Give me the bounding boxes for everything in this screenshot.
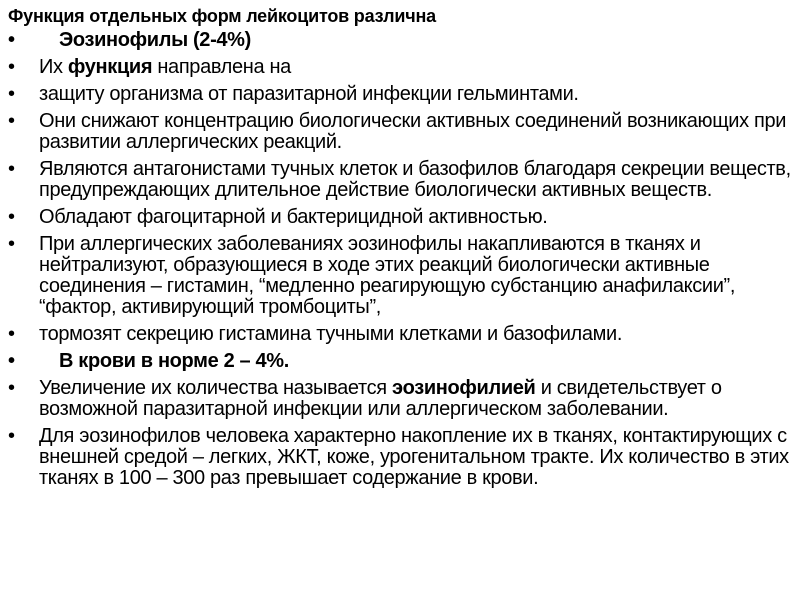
list-item-function [8,57,798,78]
item-text: защиту организма от паразитарной инфекции гельминтами. [39,83,579,105]
item-text: Обладают фагоцитарной и бактерицидной активностью. [39,206,548,228]
bullet-icon: • [8,425,15,447]
item-text-after: и свидетельствует о возможной паразитарной инфекции или аллергическом заболевании. [39,377,722,420]
list-item-eosinophilia [8,378,798,420]
list-item-antagonists [8,159,798,201]
bullet-icon: • [8,158,15,180]
bullet-icon: • [8,233,15,255]
list-item-eosinophils-heading [8,30,798,51]
bullet-icon: • [8,377,15,399]
item-text: тормозят секрецию гистамина тучными клетками и базофилами. [39,323,623,345]
list-item-concentration [8,111,798,153]
bullet-icon: • [8,323,15,345]
item-text-before: Увеличение их количества называется [39,377,392,399]
item-text-before: Их [39,56,68,78]
bullet-icon: • [8,56,15,78]
item-text-bold: функция [67,56,153,78]
slide-title: Функция отдельных форм лейкоцитов различна [8,6,436,26]
list-item-protection [8,84,798,105]
bullet-list [8,30,798,495]
list-item-allergic [8,234,798,318]
item-text: В крови в норме 2 – 4%. [59,350,289,372]
item-text: Являются антагонистами тучных клеток и базофилов благодаря секреции веществ, предупреждающих длительное действие биологически активных веществ. [39,158,791,201]
item-text: Для эозинофилов человека характерно накопление их в тканях, контактирующих с внешней средой – легких, ЖКТ, коже, урогенитальном тракте. Их количество в этих тканях в 100 – 300 раз превышает содержание в крови. [39,425,789,489]
bullet-icon: • [8,29,15,51]
item-text: При аллергических заболеваниях эозинофилы накапливаются в тканях и нейтрализуют, образующиеся в ходе этих реакций биологически активные соединения – гистамин, “медленно реагирующую субстанцию анафилаксии”, “фактор, активирующий тромбоциты”, [39,233,736,318]
item-text-bold: эозинофилией [391,377,536,399]
item-text-after: направлена на [152,56,291,78]
list-item-phagocytic [8,207,798,228]
bullet-icon: • [8,110,15,132]
list-item-norm-heading [8,351,798,372]
bullet-icon: • [8,83,15,105]
item-text: Они снижают концентрацию биологически активных соединений возникающих при развитии аллергических реакций. [39,110,787,153]
list-item-inhibit [8,324,798,345]
list-item-tissue-accumulation [8,426,798,489]
bullet-icon: • [8,206,15,228]
bullet-icon: • [8,350,15,372]
item-text: Эозинофилы (2-4%) [59,29,251,51]
